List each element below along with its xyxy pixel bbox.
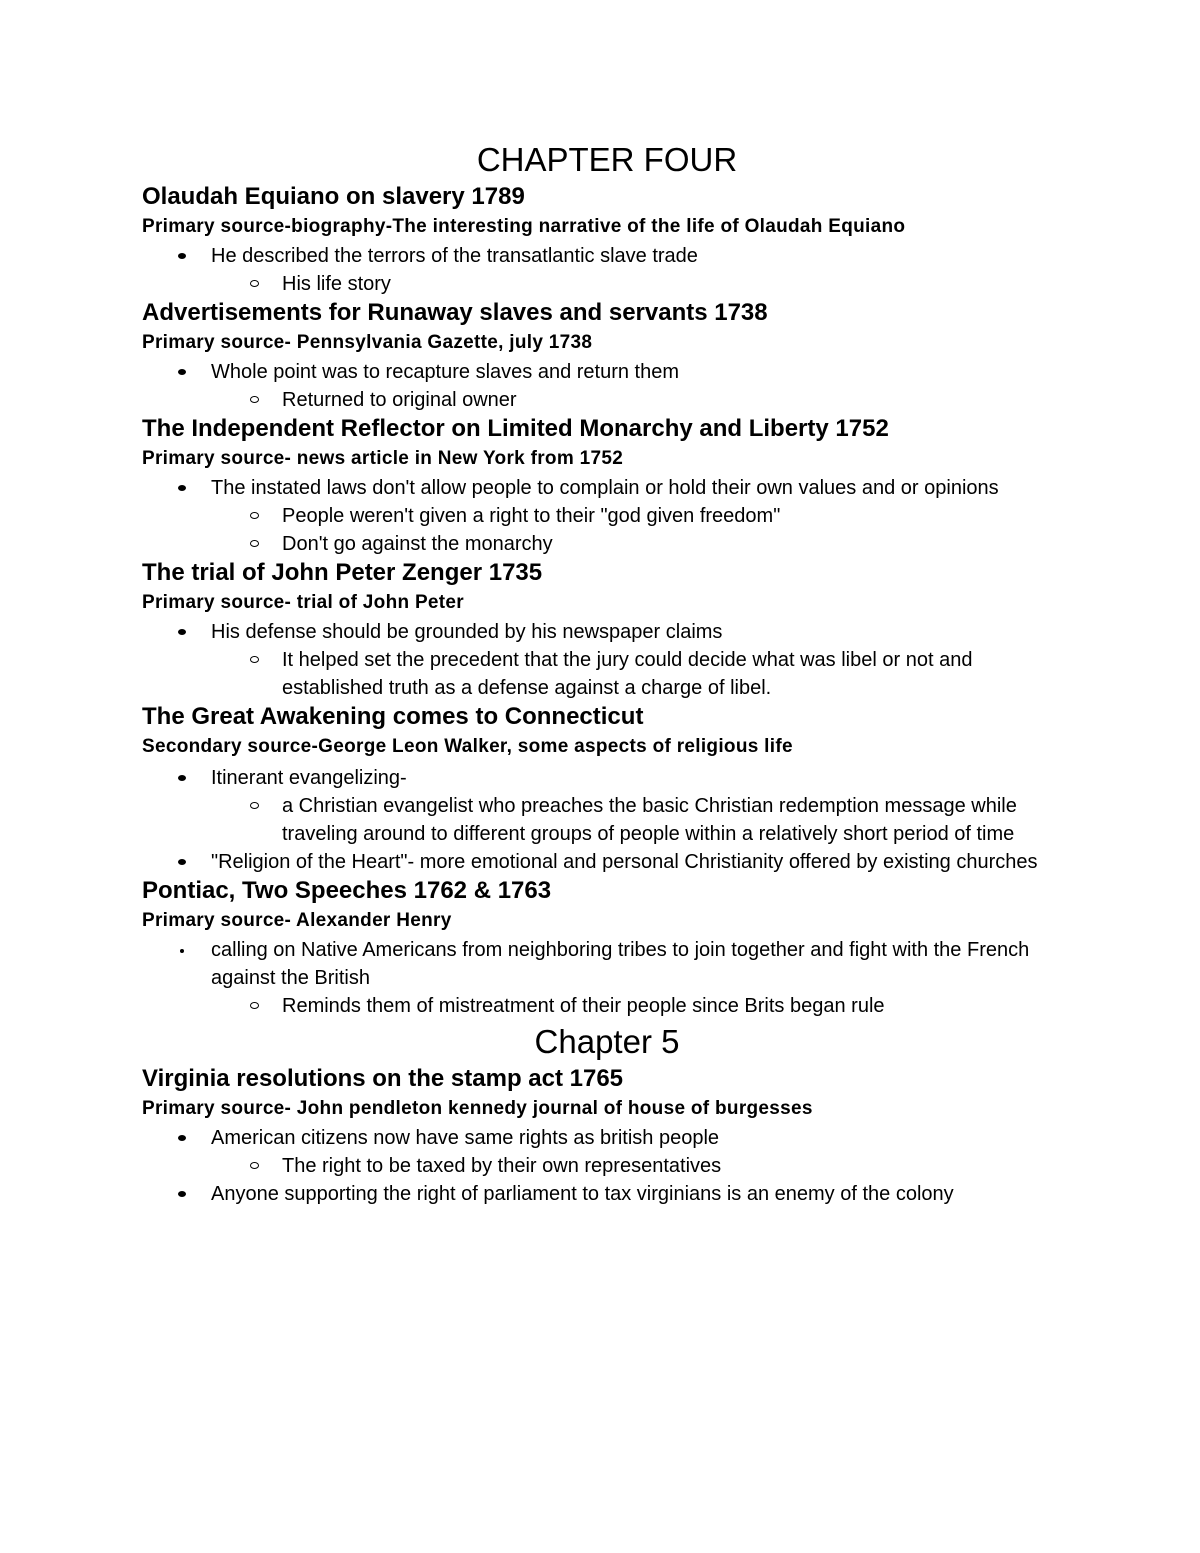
chapter-four-title: CHAPTER FOUR	[476, 141, 738, 178]
bullet-dot-icon	[178, 1191, 186, 1197]
bullet-circle-icon	[250, 1002, 259, 1009]
bullet-dot-icon	[178, 369, 186, 375]
bullet-item: calling on Native Americans from neighboring tribes to join together and fight with the French against the British	[142, 936, 1072, 992]
section-title: The Great Awakening comes to Connecticut	[142, 703, 644, 730]
section-zenger-trial	[142, 558, 1072, 702]
section-virginia-resolutions	[142, 1064, 1072, 1208]
bullet-item: He described the terrors of the transatlantic slave trade	[142, 242, 1072, 270]
section-source: Primary source- Alexander Henry	[142, 910, 452, 931]
bullet-dot-icon	[178, 629, 186, 635]
bullet-circle-icon	[250, 512, 259, 519]
section-independent-reflector	[142, 414, 1072, 558]
bullet-item: Itinerant evangelizing-	[142, 764, 1072, 792]
section-title: The trial of John Peter Zenger 1735	[142, 559, 543, 586]
sub-bullet-item: a Christian evangelist who preaches the basic Christian redemption message while traveling around to different groups of people within a relatively short period of time	[142, 792, 1072, 848]
section-title: Olaudah Equiano on slavery 1789	[142, 183, 525, 210]
bullet-item: "Religion of the Heart"- more emotional and personal Christianity offered by existing churches	[142, 848, 1072, 876]
sub-bullet-item: His life story	[142, 270, 1072, 298]
section-source: Primary source- news article in New York from 1752	[142, 448, 624, 469]
sub-bullet-item: It helped set the precedent that the jury could decide what was libel or not and established truth as a defense against a charge of libel.	[142, 646, 1072, 702]
bullet-circle-icon	[250, 540, 259, 547]
section-title: The Independent Reflector on Limited Monarchy and Liberty 1752	[142, 415, 889, 442]
bullet-item: Anyone supporting the right of parliament to tax virginians is an enemy of the colony	[142, 1180, 1072, 1208]
sub-bullet-item: Returned to original owner	[142, 386, 1072, 414]
section-equiano	[142, 182, 1072, 298]
bullet-circle-icon	[250, 1162, 259, 1169]
section-runaway-ads	[142, 298, 1072, 414]
bullet-circle-icon	[250, 802, 259, 809]
section-great-awakening	[142, 702, 1072, 876]
bullet-dot-icon	[178, 859, 186, 865]
sub-bullet-item: Don't go against the monarchy	[142, 530, 1072, 558]
sub-bullet-item: The right to be taxed by their own representatives	[142, 1152, 1072, 1180]
document-page	[142, 138, 1072, 1208]
bullet-dot-icon	[178, 485, 186, 491]
chapter-five-title: Chapter 5	[534, 1023, 680, 1060]
bullet-item: The instated laws don't allow people to complain or hold their own values and or opinions	[142, 474, 1072, 502]
bullet-dot-icon	[178, 1135, 186, 1141]
bullet-dot-icon	[178, 775, 186, 781]
section-title: Virginia resolutions on the stamp act 1765	[142, 1065, 624, 1092]
bullet-circle-icon	[250, 656, 259, 663]
sub-bullet-item: Reminds them of mistreatment of their people since Brits began rule	[142, 992, 1072, 1020]
bullet-item: American citizens now have same rights as british people	[142, 1124, 1072, 1152]
bullet-dot-icon	[178, 253, 186, 259]
sub-bullet-item: People weren't given a right to their "god given freedom"	[142, 502, 1072, 530]
bullet-item: His defense should be grounded by his newspaper claims	[142, 618, 1072, 646]
section-source: Primary source- Pennsylvania Gazette, july 1738	[142, 332, 593, 353]
bullet-dot-icon	[180, 949, 184, 953]
bullet-item: Whole point was to recapture slaves and return them	[142, 358, 1072, 386]
section-source: Primary source-biography-The interesting narrative of the life of Olaudah Equiano	[142, 216, 906, 237]
section-pontiac	[142, 876, 1072, 1020]
section-title: Pontiac, Two Speeches 1762 & 1763	[142, 877, 552, 904]
bullet-circle-icon	[250, 396, 259, 403]
section-source: Primary source- trial of John Peter	[142, 592, 464, 613]
section-source: Secondary source-George Leon Walker, some aspects of religious life	[142, 736, 793, 757]
section-source: Primary source- John pendleton kennedy journal of house of burgesses	[142, 1098, 813, 1119]
bullet-circle-icon	[250, 280, 259, 287]
section-title: Advertisements for Runaway slaves and servants 1738	[142, 299, 768, 326]
